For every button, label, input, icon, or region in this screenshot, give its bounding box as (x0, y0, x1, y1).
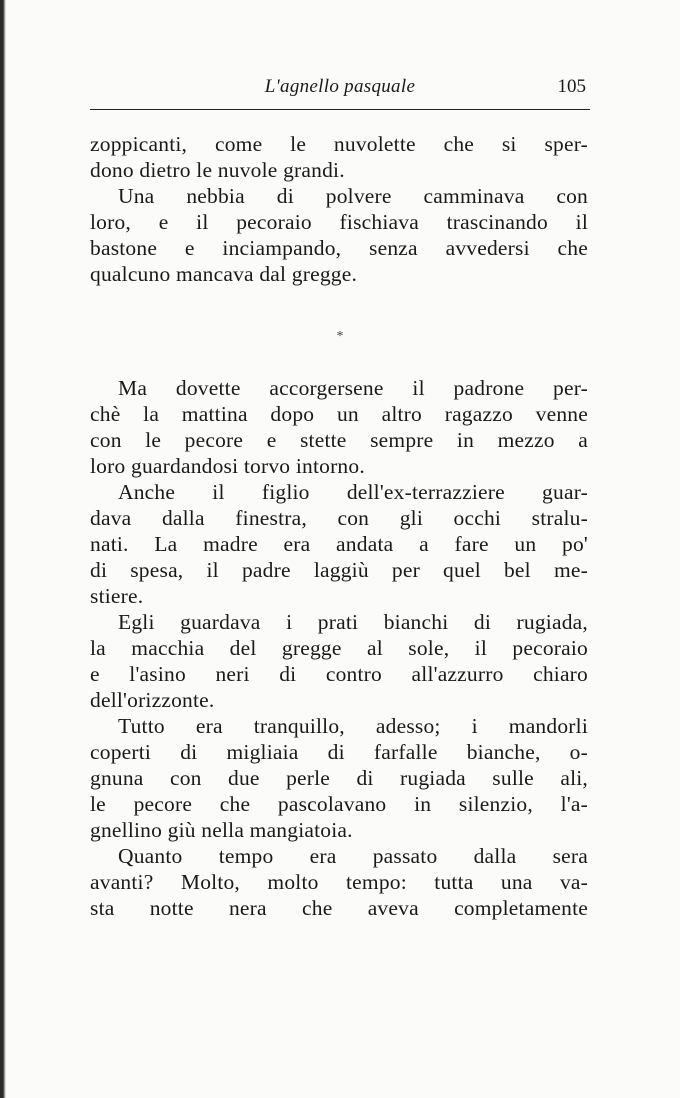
text-line: dono dietro le nuvole grandi. (90, 158, 345, 182)
text-line: gnuna con due perle di rugiada sulle ali, (90, 766, 588, 790)
text-block-after-break (90, 375, 588, 921)
text-line: Egli guardava i prati bianchi di rugiada, (118, 610, 588, 634)
text-line: Anche il figlio dell'ex-terrazziere guar- (118, 480, 588, 504)
header-rule (90, 109, 590, 110)
text-line: dava dalla finestra, con gli occhi stralu- (90, 506, 588, 530)
paragraph (90, 713, 588, 843)
page-binding-edge (0, 0, 6, 1098)
paragraph (90, 609, 588, 713)
text-line: con le pecore e stette sempre in mezzo a (90, 428, 588, 452)
text-line: nati. La madre era andata a fare un po' (90, 532, 588, 556)
page-number: 105 (557, 76, 586, 97)
text-line: la macchia del gregge al sole, il pecoraio (90, 636, 588, 660)
text-block-before-break (90, 131, 588, 287)
running-title: L'agnello pasquale (264, 76, 416, 97)
text-line: chè la mattina dopo un altro ragazzo venne (90, 402, 588, 426)
paragraph (90, 479, 588, 609)
text-line: stiere. (90, 584, 144, 608)
text-line: sta notte nera che aveva completamente (90, 896, 588, 920)
text-line: loro, e il pecoraio fischiava trascinando il (90, 210, 588, 234)
paragraph (90, 183, 588, 287)
text-line: le pecore che pascolavano in silenzio, l'a- (90, 792, 588, 816)
paragraph (90, 131, 588, 183)
text-line: e l'asino neri di contro all'azzurro chiaro (90, 662, 588, 686)
paragraph (90, 375, 588, 479)
text-line: Ma dovette accorgersene il padrone per- (118, 376, 588, 400)
text-line: zoppicanti, come le nuvolette che si sper- (90, 132, 588, 156)
text-line: di spesa, il padre laggiù per quel bel me- (90, 558, 588, 582)
text-line: Tutto era tranquillo, adesso; i mandorli (118, 714, 588, 738)
section-break-asterisk: * (336, 329, 344, 344)
paragraph (90, 843, 588, 921)
running-header (90, 76, 590, 100)
text-line: Una nebbia di polvere camminava con (118, 184, 588, 208)
text-line: qualcuno mancava dal gregge. (90, 262, 358, 286)
text-line: dell'orizzonte. (90, 688, 215, 712)
text-line: gnellino giù nella mangiatoia. (90, 818, 353, 842)
text-line: loro guardandosi torvo intorno. (90, 454, 365, 478)
text-line: Quanto tempo era passato dalla sera (118, 844, 588, 868)
text-line: avanti? Molto, molto tempo: tutta una va- (90, 870, 588, 894)
text-line: bastone e inciampando, senza avvedersi che (90, 236, 588, 260)
text-line: coperti di migliaia di farfalle bianche, o- (90, 740, 588, 764)
